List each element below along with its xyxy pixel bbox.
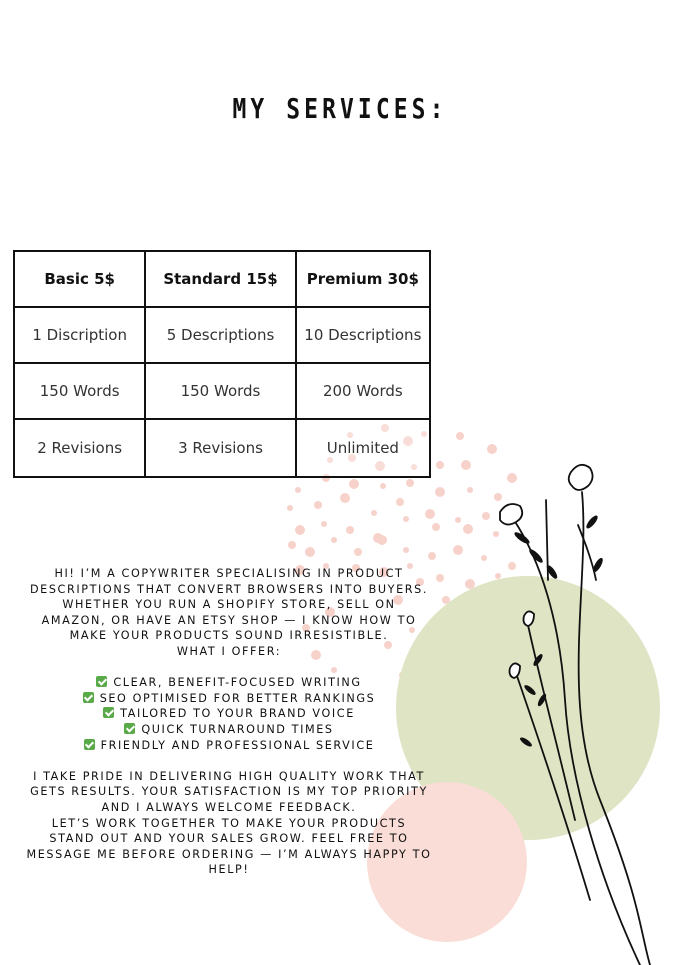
table-cell: 5 Descriptions <box>145 307 295 363</box>
decorative-dot <box>455 517 461 523</box>
table-header-row <box>14 251 430 307</box>
decorative-dot <box>482 512 490 520</box>
decorative-dot <box>371 510 377 516</box>
decorative-dot <box>453 545 463 555</box>
decorative-dot <box>295 525 305 535</box>
offer-item <box>14 722 444 738</box>
page-title: MY SERVICES: <box>232 92 448 125</box>
offer-item <box>14 738 444 754</box>
decorative-dot <box>406 479 414 487</box>
decorative-dot <box>396 498 404 506</box>
decorative-dot <box>467 487 473 493</box>
decorative-dot <box>403 547 409 553</box>
check-icon <box>83 692 94 703</box>
decorative-dot <box>321 521 327 527</box>
decorative-dot <box>435 487 445 497</box>
decorative-dot <box>487 444 497 454</box>
table-cell: 2 Revisions <box>14 419 145 477</box>
closing-line: MESSAGE ME BEFORE ORDERING — I’M ALWAYS HAPPY TO <box>26 847 432 861</box>
service-description <box>14 566 444 878</box>
table-cell: 3 Revisions <box>145 419 295 477</box>
spacer <box>14 660 444 676</box>
intro-line: MAKE YOUR PRODUCTS SOUND IRRESISTIBLE. <box>69 629 389 643</box>
closing-line: HELP! <box>208 863 250 877</box>
decorative-dot <box>495 573 501 579</box>
check-icon <box>84 739 95 750</box>
table-cell: 10 Descriptions <box>296 307 430 363</box>
decorative-dot <box>463 524 473 534</box>
closing-line: AND I ALWAYS WELCOME FEEDBACK. <box>101 800 357 814</box>
offer-text: QUICK TURNAROUND TIMES <box>141 722 334 736</box>
decorative-dot <box>425 509 435 519</box>
check-icon <box>124 723 135 734</box>
header-premium: Premium 30$ <box>296 251 430 307</box>
decorative-dot <box>493 531 499 537</box>
table-cell: 150 Words <box>14 363 145 419</box>
decorative-dot <box>305 547 315 557</box>
decorative-dot <box>331 537 337 543</box>
closing-line: STAND OUT AND YOUR SALES GROW. FEEL FREE TO <box>49 832 409 846</box>
check-icon <box>103 707 114 718</box>
decorative-dot <box>287 505 293 511</box>
intro-line: HI! I’M A COPYWRITER SPECIALISING IN PRODUCT <box>54 567 404 580</box>
decorative-dot <box>403 516 409 522</box>
pricing-table <box>13 250 431 478</box>
decorative-dot <box>461 460 471 470</box>
decorative-dot <box>354 548 362 556</box>
decorative-dot <box>465 579 475 589</box>
decorative-dot <box>456 432 464 440</box>
offer-item <box>14 706 444 722</box>
decorative-dot <box>377 535 387 545</box>
intro-line: WHETHER YOU RUN A SHOPIFY STORE, SELL ON <box>62 598 396 612</box>
table-cell: 150 Words <box>145 363 295 419</box>
offer-text: FRIENDLY AND PROFESSIONAL SERVICE <box>100 738 375 752</box>
offer-text: CLEAR, BENEFIT-FOCUSED WRITING <box>113 676 362 690</box>
decorative-dot <box>380 483 386 489</box>
decorative-dot <box>314 501 322 509</box>
offer-text: TAILORED TO YOUR BRAND VOICE <box>120 707 355 721</box>
decorative-dot <box>428 552 436 560</box>
offer-text: SEO OPTIMISED FOR BETTER RANKINGS <box>99 691 376 705</box>
closing-line: GETS RESULTS. YOUR SATISFACTION IS MY TOP PRIORITY <box>30 785 428 799</box>
decorative-dot <box>507 473 517 483</box>
table-row <box>14 419 430 477</box>
closing-line: I TAKE PRIDE IN DELIVERING HIGH QUALITY WORK THAT <box>33 769 425 783</box>
decorative-dot <box>494 493 502 501</box>
header-basic: Basic 5$ <box>14 251 145 307</box>
spacer <box>14 753 444 769</box>
decorative-dot <box>432 523 440 531</box>
offer-heading: WHAT I OFFER: <box>176 644 282 658</box>
decorative-dot <box>340 493 350 503</box>
closing-line: LET’S WORK TOGETHER TO MAKE YOUR PRODUCTS <box>51 816 407 830</box>
check-icon <box>96 676 107 687</box>
table-cell: 200 Words <box>296 363 430 419</box>
offer-item <box>14 675 444 691</box>
decorative-dot <box>295 487 301 493</box>
decorative-dot <box>481 555 487 561</box>
decorative-dot <box>436 461 444 469</box>
decorative-dot <box>346 526 354 534</box>
table-cell: Unlimited <box>296 419 430 477</box>
table-cell: 1 Discription <box>14 307 145 363</box>
header-standard: Standard 15$ <box>145 251 295 307</box>
table-row <box>14 363 430 419</box>
offer-item <box>14 691 444 707</box>
decorative-dot <box>288 541 296 549</box>
decorative-dot <box>508 562 516 570</box>
intro-line: DESCRIPTIONS THAT CONVERT BROWSERS INTO BUYERS. <box>29 582 429 596</box>
decorative-dot <box>349 479 359 489</box>
table-row <box>14 307 430 363</box>
intro-line: AMAZON, OR HAVE AN ETSY SHOP — I KNOW HOW TO <box>41 613 417 627</box>
